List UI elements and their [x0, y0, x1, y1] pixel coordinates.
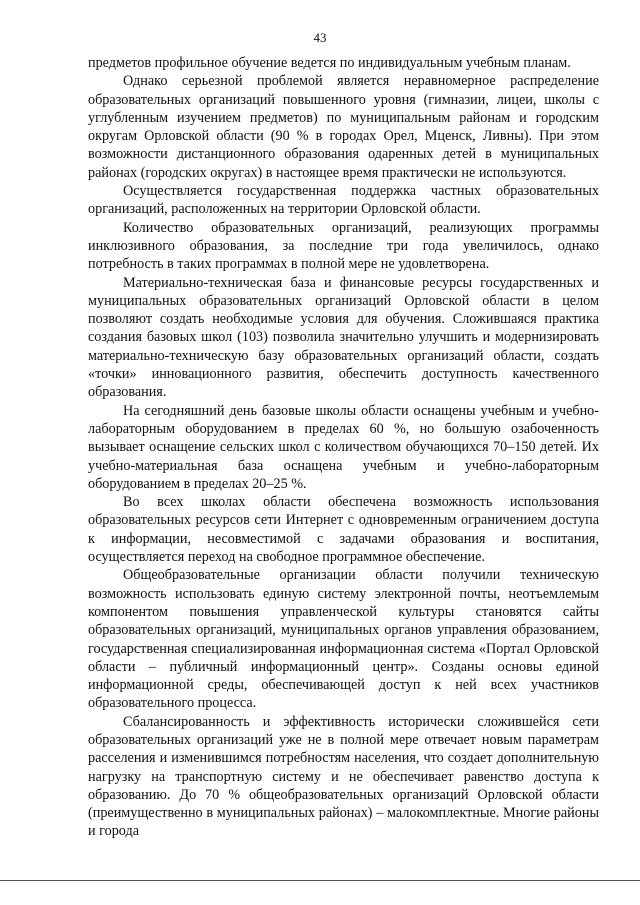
paragraph-5: Материально-техническая база и финансовые ресурсы государственных и муниципальных образовательных организаций Орловской области в целом позволяют создать необходимые условия для обучения. Сложившаяся практика создания базовых школ (103) позволила значительно улучшить и модернизировать материально-техническую базу образовательных организаций области, создать «точки» инновационного развития, обеспечить доступность качественного образования.	[88, 274, 599, 401]
paragraph-4: Количество образовательных организаций, реализующих программы инклюзивного образования, за последние три года увеличилось, однако потребность в таких программах в полной мере не удовлетворена.	[88, 219, 599, 273]
paragraph-6: На сегодняшний день базовые школы области оснащены учебным и учебно-лабораторным оборудованием в пределах 60 %, но большую озабоченность вызывает оснащение сельских школ с количеством обучающихся 70–150 детей. Их учебно-материальная база оснащена учебным и учебно-лабораторным оборудованием в пределах 20–25 %.	[88, 402, 599, 492]
paragraph-1: предметов профильное обучение ведется по индивидуальным учебным планам.	[88, 55, 571, 71]
paragraph-3: Осуществляется государственная поддержка частных образовательных организаций, расположенных на территории Орловской области.	[88, 183, 599, 218]
paragraph-8: Общеобразовательные организации области получили техническую возможность использовать единую систему электронной почты, неотъемлемым компонентом повышения управленческой культуры становятся сайты образовательных организаций, муниципальных органов управления образованием, государственная специализированная информационная система «Портал Орловской области – публичный информационный центр». Созданы основы единой информационной среды, обеспечивающей доступ к ней всех участников образовательного процесса.	[88, 567, 599, 712]
bottom-divider	[0, 880, 640, 881]
paragraph-2: Однако серьезной проблемой является неравномерное распределение образовательных организаций повышенного уровня (гимназии, лицеи, школы с углубленным изучением предметов) по муниципальным районам и городским округам Орловской области (90 % в городах Орел, Мценск, Ливны). При этом возможности дистанционного образования одаренных детей в муниципальных районах (городских округах) в настоящее время практически не используются.	[88, 73, 599, 181]
paragraph-7: Во всех школах области обеспечена возможность использования образовательных ресурсов сети Интернет с одновременным ограничением доступа к информации, несовместимой с задачами образования и воспитания, осуществляется переход на свободное программное обеспечение.	[88, 494, 599, 566]
document-body	[88, 54, 599, 841]
paragraph-9: Сбалансированность и эффективность исторически сложившейся сети образовательных организаций уже не в полной мере отвечает новым параметрам расселения и изменившимся потребностям населения, что создает дополнительную нагрузку на транспортную систему и не обеспечивает равенство доступа к образованию. До 70 % общеобразовательных организаций Орловской области (преимущественно в муниципальных районах) – малокомплектные. Многие районы и города	[88, 713, 599, 840]
page-number: 43	[313, 30, 327, 45]
